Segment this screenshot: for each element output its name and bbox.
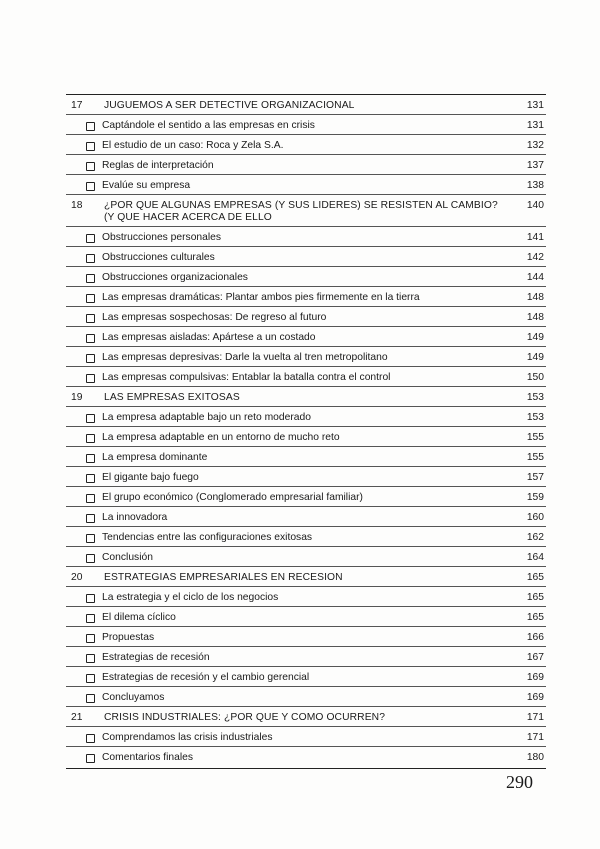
- page-reference: 171: [526, 732, 544, 743]
- toc-entry-row: [66, 227, 546, 247]
- page-reference: 171: [526, 712, 544, 723]
- checkbox-square-icon: [86, 234, 95, 243]
- entry-title: La innovadora: [102, 512, 168, 523]
- toc-entry-row: [66, 347, 546, 367]
- checkbox-square-icon: [86, 414, 95, 423]
- page-reference: 138: [526, 180, 544, 191]
- page-reference: 165: [526, 572, 544, 583]
- toc-entry-row: [66, 307, 546, 327]
- entry-title: Las empresas sospechosas: De regreso al futuro: [102, 312, 327, 323]
- page-reference: 157: [526, 472, 544, 483]
- toc-entry-row: [66, 547, 546, 567]
- toc-entry-row: [66, 747, 546, 766]
- entry-title: El gigante bajo fuego: [102, 472, 199, 483]
- toc-entry-row: [66, 647, 546, 667]
- entry-title: El estudio de un caso: Roca y Zela S.A.: [102, 140, 284, 151]
- checkbox-square-icon: [86, 274, 95, 283]
- toc-entry-row: [66, 267, 546, 287]
- checkbox-square-icon: [86, 162, 95, 171]
- toc-chapter-row: [66, 95, 546, 115]
- page-reference: 149: [526, 332, 544, 343]
- entry-title: Obstrucciones culturales: [102, 252, 215, 263]
- page-reference: 148: [526, 292, 544, 303]
- chapter-number: 20: [71, 572, 83, 583]
- chapter-number: 21: [71, 712, 83, 723]
- toc-entry-row: [66, 727, 546, 747]
- toc-chapter-row: [66, 707, 546, 727]
- toc-entry-row: [66, 155, 546, 175]
- page-reference: 165: [526, 612, 544, 623]
- toc-entry-row: [66, 367, 546, 387]
- checkbox-square-icon: [86, 374, 95, 383]
- toc-entry-row: [66, 527, 546, 547]
- checkbox-square-icon: [86, 434, 95, 443]
- page-reference: 164: [526, 552, 544, 563]
- toc-entry-row: [66, 667, 546, 687]
- entry-title: Conclusión: [102, 552, 153, 563]
- checkbox-square-icon: [86, 514, 95, 523]
- page-reference: 166: [526, 632, 544, 643]
- toc-chapter-row: [66, 195, 546, 227]
- chapter-title: LAS EMPRESAS EXITOSAS: [104, 392, 240, 403]
- page-reference: 142: [526, 252, 544, 263]
- page-reference: 153: [526, 412, 544, 423]
- page-number: 290: [506, 772, 533, 792]
- entry-title: Propuestas: [102, 632, 155, 643]
- checkbox-square-icon: [86, 594, 95, 603]
- toc-entry-row: [66, 115, 546, 135]
- page-reference: 140: [526, 200, 544, 211]
- entry-title: Las empresas compulsivas: Entablar la batalla contra el control: [102, 372, 391, 383]
- chapter-title: ESTRATEGIAS EMPRESARIALES EN RECESION: [104, 572, 343, 583]
- checkbox-square-icon: [86, 494, 95, 503]
- toc-entry-row: [66, 507, 546, 527]
- checkbox-square-icon: [86, 674, 95, 683]
- toc-entry-row: [66, 287, 546, 307]
- checkbox-square-icon: [86, 182, 95, 191]
- page-reference: 160: [526, 512, 544, 523]
- page-reference: 155: [526, 432, 544, 443]
- page-reference: 155: [526, 452, 544, 463]
- page-reference: 162: [526, 532, 544, 543]
- chapter-title: JUGUEMOS A SER DETECTIVE ORGANIZACIONAL: [104, 100, 355, 111]
- page-reference: 132: [526, 140, 544, 151]
- toc-chapter-row: [66, 567, 546, 587]
- checkbox-square-icon: [86, 254, 95, 263]
- entry-title: Tendencias entre las configuraciones exitosas: [102, 532, 313, 543]
- toc-entry-row: [66, 587, 546, 607]
- toc-entry-row: [66, 175, 546, 195]
- page-reference: 180: [526, 752, 544, 763]
- entry-title: La empresa adaptable en un entorno de mucho reto: [102, 432, 340, 443]
- entry-title: Reglas de interpretación: [102, 160, 214, 171]
- chapter-title: CRISIS INDUSTRIALES: ¿POR QUE Y COMO OCURREN?: [104, 712, 386, 723]
- entry-title: La empresa adaptable bajo un reto moderado: [102, 412, 311, 423]
- chapter-number: 18: [71, 200, 83, 211]
- entry-title: Las empresas depresivas: Darle la vuelta al tren metropolitano: [102, 352, 388, 363]
- page-reference: 165: [526, 592, 544, 603]
- checkbox-square-icon: [86, 554, 95, 563]
- checkbox-square-icon: [86, 734, 95, 743]
- entry-title: El grupo económico (Conglomerado empresarial familiar): [102, 492, 363, 503]
- page-reference: 144: [526, 272, 544, 283]
- toc-entry-row: [66, 427, 546, 447]
- chapter-title: ¿POR QUE ALGUNAS EMPRESAS (Y SUS LIDERES) SE RESISTEN AL CAMBIO? (Y QUE HACER ACERCA DE ELLO: [104, 200, 498, 223]
- entry-title: Evalúe su empresa: [102, 180, 191, 191]
- toc-entry-row: [66, 487, 546, 507]
- checkbox-square-icon: [86, 314, 95, 323]
- page-reference: 137: [526, 160, 544, 171]
- checkbox-square-icon: [86, 142, 95, 151]
- page-reference: 169: [526, 692, 544, 703]
- toc-entry-row: [66, 447, 546, 467]
- checkbox-square-icon: [86, 614, 95, 623]
- toc-entry-row: [66, 327, 546, 347]
- checkbox-square-icon: [86, 454, 95, 463]
- checkbox-square-icon: [86, 534, 95, 543]
- checkbox-square-icon: [86, 634, 95, 643]
- toc-entry-row: [66, 607, 546, 627]
- toc-chapter-row: [66, 387, 546, 407]
- checkbox-square-icon: [86, 294, 95, 303]
- table-of-contents: [66, 94, 546, 769]
- entry-title: Estrategias de recesión y el cambio gerencial: [102, 672, 310, 683]
- entry-title: Concluyamos: [102, 692, 165, 703]
- entry-title: Captándole el sentido a las empresas en crisis: [102, 120, 315, 131]
- page-reference: 150: [526, 372, 544, 383]
- entry-title: La empresa dominante: [102, 452, 208, 463]
- entry-title: El dilema cíclico: [102, 612, 176, 623]
- checkbox-square-icon: [86, 354, 95, 363]
- checkbox-square-icon: [86, 754, 95, 763]
- page-reference: 149: [526, 352, 544, 363]
- entry-title: Obstrucciones personales: [102, 232, 222, 243]
- toc-entry-row: [66, 247, 546, 267]
- entry-title: Las empresas dramáticas: Plantar ambos pies firmemente en la tierra: [102, 292, 420, 303]
- chapter-number: 17: [71, 100, 83, 111]
- entry-title: La estrategia y el ciclo de los negocios: [102, 592, 279, 603]
- page-reference: 169: [526, 672, 544, 683]
- page-reference: 141: [526, 232, 544, 243]
- entry-title: Obstrucciones organizacionales: [102, 272, 248, 283]
- page-reference: 131: [526, 100, 544, 111]
- page-reference: 159: [526, 492, 544, 503]
- entry-title: Comentarios finales: [102, 752, 193, 763]
- page-reference: 148: [526, 312, 544, 323]
- checkbox-square-icon: [86, 334, 95, 343]
- chapter-number: 19: [71, 392, 83, 403]
- toc-entry-row: [66, 135, 546, 155]
- page-reference: 153: [526, 392, 544, 403]
- toc-entry-row: [66, 687, 546, 707]
- toc-entry-row: [66, 467, 546, 487]
- toc-entry-row: [66, 407, 546, 427]
- checkbox-square-icon: [86, 694, 95, 703]
- page-reference: 167: [526, 652, 544, 663]
- checkbox-square-icon: [86, 654, 95, 663]
- page-reference: 131: [526, 120, 544, 131]
- toc-entry-row: [66, 627, 546, 647]
- entry-title: Comprendamos las crisis industriales: [102, 732, 273, 743]
- checkbox-square-icon: [86, 122, 95, 131]
- checkbox-square-icon: [86, 474, 95, 483]
- entry-title: Estrategias de recesión: [102, 652, 210, 663]
- entry-title: Las empresas aisladas: Apártese a un costado: [102, 332, 316, 343]
